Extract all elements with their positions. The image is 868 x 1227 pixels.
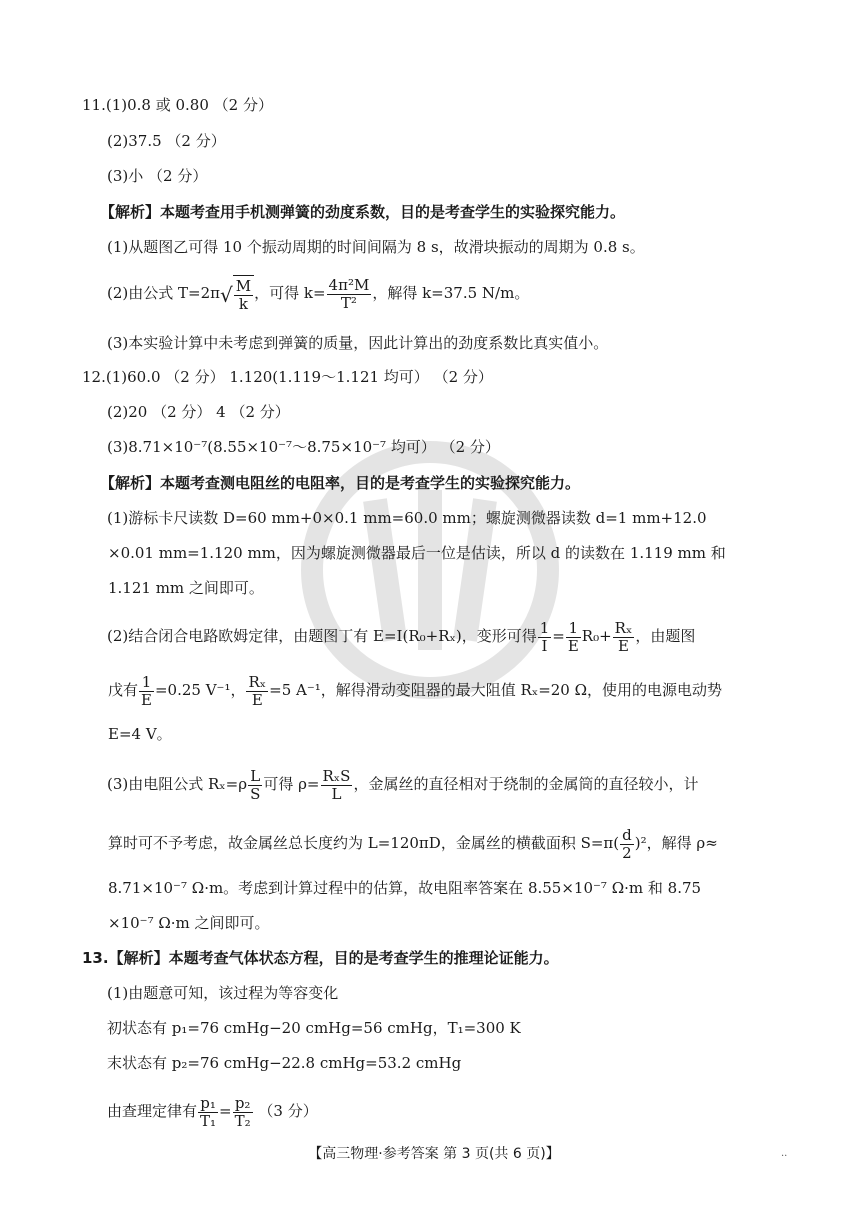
sqrt-expression: √ $\frac{M}{k}$	[220, 275, 254, 313]
q13-para-1: (1)由题意可知，该过程为等容变化	[107, 984, 339, 1002]
fraction-k	[327, 277, 372, 312]
page-footer: 【高三物理·参考答案 第 3 页(共 6 页)】	[308, 1146, 560, 1162]
fraction-rx-over-e	[613, 620, 635, 655]
q12-answer-2: (2)20 （2 分） 4 （2 分）	[107, 403, 290, 421]
frac-num: 1	[139, 674, 154, 692]
q13-analysis-heading: 13.【解析】本题考查气体状态方程，目的是考查学生的推理论证能力。	[82, 949, 559, 967]
text-segment: 由查理定律有	[107, 1102, 198, 1120]
frac-num: d	[622, 825, 632, 844]
q11-answer-2: (2)37.5 （2 分）	[107, 132, 226, 150]
frac-den: T²	[340, 293, 357, 312]
q11-para-3: (3)本实验计算中未考虑到弹簧的质量，因此计算出的劲度系数比真实值小。	[107, 334, 609, 352]
q13-para-3: 末状态有 p₂=76 cmHg−22.8 cmHg=53.2 cmHg	[107, 1054, 462, 1072]
q12-para-1-line-1: (1)游标卡尺读数 D=60 mm+0×0.1 mm=60.0 mm；螺旋测微器读数 d=1 mm+12.0	[107, 509, 707, 527]
frac-num: Rₓ	[248, 672, 267, 691]
frac-den: E	[251, 690, 263, 709]
q11-answer-1: 11.(1)0.8 或 0.80 （2 分）	[82, 96, 273, 114]
q12-para-3-line-4: ×10⁻⁷ Ω·m 之间即可。	[108, 914, 270, 932]
q11-para-1: (1)从题图乙可得 10 个振动周期的时间间隔为 8 s，故滑块振动的周期为 0.8 s。	[107, 238, 645, 256]
q11-answer-3: (3)小 （2 分）	[107, 167, 208, 185]
q12-para-1-line-2: ×0.01 mm=1.120 mm，因为螺旋测微器最后一位是估读，所以 d 的读数在 1.119 mm 和	[108, 544, 726, 562]
frac-den: I	[541, 636, 548, 655]
q13-para-4	[107, 1091, 318, 1131]
fraction-rxs-over-l	[321, 768, 353, 803]
q12-para-2-line-2	[108, 670, 722, 710]
text-segment: （3 分）	[253, 1102, 318, 1120]
q12-para-2-line-3: E=4 V。	[108, 725, 172, 743]
frac-den: E	[618, 636, 629, 655]
frac-num: 1	[566, 620, 581, 638]
q11-para-2-prefix: (2)由公式 T=2π	[107, 284, 220, 302]
q12-answer-3: (3)8.71×10⁻⁷(8.55×10⁻⁷～8.75×10⁻⁷ 均可） （2 分）	[107, 438, 500, 456]
frac-den: T₂	[234, 1111, 251, 1130]
fraction-rx-over-e	[246, 674, 268, 709]
frac-num: p₁	[198, 1095, 218, 1113]
frac-num: 4π²M	[328, 275, 370, 294]
q11-analysis-heading: 【解析】本题考查用手机测弹簧的劲度系数，目的是考查学生的实验探究能力。	[100, 203, 626, 221]
frac-den: T₁	[200, 1111, 217, 1130]
text-segment: 可得 ρ=	[263, 775, 320, 793]
q11-para-2-mid: ，可得 k=	[254, 284, 326, 302]
q12-para-1-line-3: 1.121 mm 之间即可。	[108, 579, 264, 597]
frac-num: p₂	[233, 1095, 253, 1113]
frac-num: 1	[539, 618, 550, 637]
frac-num: Rₓ	[614, 618, 633, 637]
frac-den: E	[567, 636, 579, 655]
frac-num: RₓS	[322, 766, 351, 785]
q12-para-3-line-3: 8.71×10⁻⁷ Ω·m。考虑到计算过程中的估算，故电阻率答案在 8.55×10⁻⁷ Ω·m 和 8.75	[108, 879, 702, 897]
text-segment: =	[219, 1102, 232, 1120]
frac-den: S	[250, 784, 261, 803]
frac-num: M	[235, 276, 252, 295]
fraction-1-over-E	[139, 674, 154, 709]
frac-den: 2	[622, 843, 632, 862]
fraction-l-over-s	[248, 768, 262, 803]
text-segment: ，由题图	[635, 627, 696, 645]
frac-num: L	[248, 768, 262, 786]
q12-answer-1: 12.(1)60.0 （2 分） 1.120(1.119～1.121 均可） （2 分）	[82, 368, 493, 386]
text-segment: (3)由电阻公式 Rₓ=ρ	[107, 775, 248, 793]
fraction-p2-over-t2	[233, 1095, 253, 1130]
fraction-d-over-2	[620, 827, 634, 862]
fraction-1-over-I	[538, 620, 552, 655]
q12-para-3-line-2	[108, 823, 718, 863]
text-segment: R₀+	[581, 627, 612, 645]
frac-den: E	[141, 690, 152, 709]
fraction-p1-over-t1	[198, 1095, 218, 1130]
text-segment: ，金属丝的直径相对于绕制的金属筒的直径较小，计	[353, 775, 699, 793]
text-segment: 算时可不予考虑，故金属丝总长度约为 L=120πD，金属丝的横截面积 S=π(	[108, 834, 620, 852]
text-segment: =5 A⁻¹，解得滑动变阻器的最大阻值 Rₓ=20 Ω，使用的电源电动势	[269, 681, 723, 699]
q12-analysis-heading: 【解析】本题考查测电阻丝的电阻率，目的是考查学生的实验探究能力。	[100, 474, 581, 492]
frac-den: L	[331, 784, 342, 803]
text-segment: =0.25 V⁻¹，	[154, 681, 246, 699]
q12-para-3-line-1	[107, 764, 698, 804]
text-segment: )²，解得 ρ≈	[634, 834, 718, 852]
fraction-1-over-E	[566, 620, 581, 655]
q11-para-2-end: ，解得 k=37.5 N/m。	[372, 284, 530, 302]
frac-den: k	[238, 294, 248, 313]
q13-para-2: 初状态有 p₁=76 cmHg−20 cmHg=56 cmHg，T₁=300 K	[107, 1019, 521, 1037]
q11-para-2	[107, 275, 529, 313]
q12-para-2-line-1: (2)结合闭合电路欧姆定律，由题图丁有 E=I(R₀+Rₓ)，变形可得 $\frac{1}{I}$ = $\frac{1}{E}$ R₀+ $\frac{\text{Rₓ}}{E}$ ，由题图	[107, 618, 696, 655]
footer-mark: ..	[781, 1148, 788, 1159]
text-segment: 戊有	[108, 681, 139, 699]
text-segment: (2)结合闭合电路欧姆定律，由题图丁有 E=I(R₀+Rₓ)，变形可得	[107, 627, 537, 645]
